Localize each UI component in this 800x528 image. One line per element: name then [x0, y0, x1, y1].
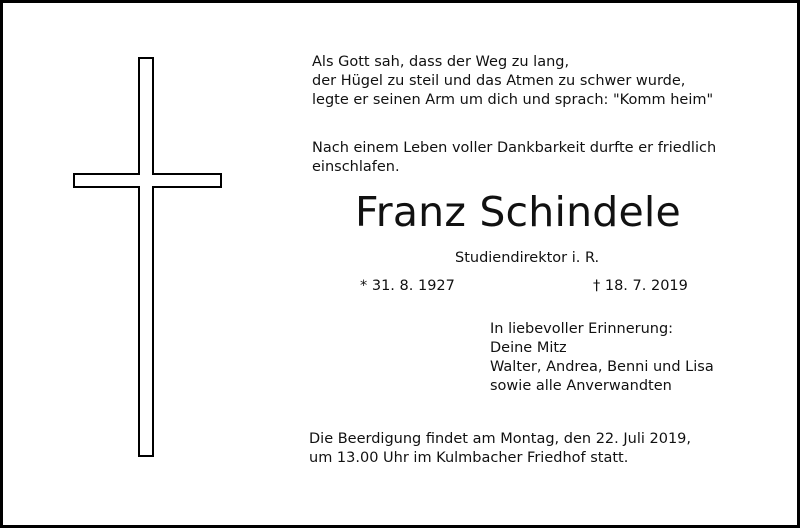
mourners-line-4: sowie alle Anverwandten [490, 378, 672, 394]
mourners-line-3: Walter, Andrea, Benni und Lisa [490, 359, 714, 375]
funeral-line-2: um 13.00 Uhr im Kulmbacher Friedhof statt. [309, 450, 629, 466]
funeral-notice [309, 430, 691, 468]
mourners-block [490, 320, 714, 396]
mourners-line-2: Deine Mitz [490, 340, 567, 356]
verse-line-2: der Hügel zu steil und das Atmen zu schwer wurde, [312, 73, 686, 89]
intro-line-1: Nach einem Leben voller Dankbarkeit durfte er friedlich [312, 140, 717, 156]
verse-block [312, 53, 713, 110]
intro-line-2: einschlafen. [312, 159, 400, 175]
deceased-name: Franz Schindele [355, 188, 681, 236]
birth-date: * 31. 8. 1927 [360, 278, 455, 294]
mourners-line-1: In liebevoller Erinnerung: [490, 321, 674, 337]
intro-block [312, 139, 716, 177]
deceased-title: Studiendirektor i. R. [455, 250, 600, 266]
death-date: † 18. 7. 2019 [593, 278, 688, 294]
funeral-line-1: Die Beerdigung findet am Montag, den 22. Juli 2019, [309, 431, 692, 447]
cross-icon [73, 57, 223, 457]
verse-line-1: Als Gott sah, dass der Weg zu lang, [312, 54, 570, 70]
verse-line-3: legte er seinen Arm um dich und sprach: "Komm heim" [312, 92, 714, 108]
